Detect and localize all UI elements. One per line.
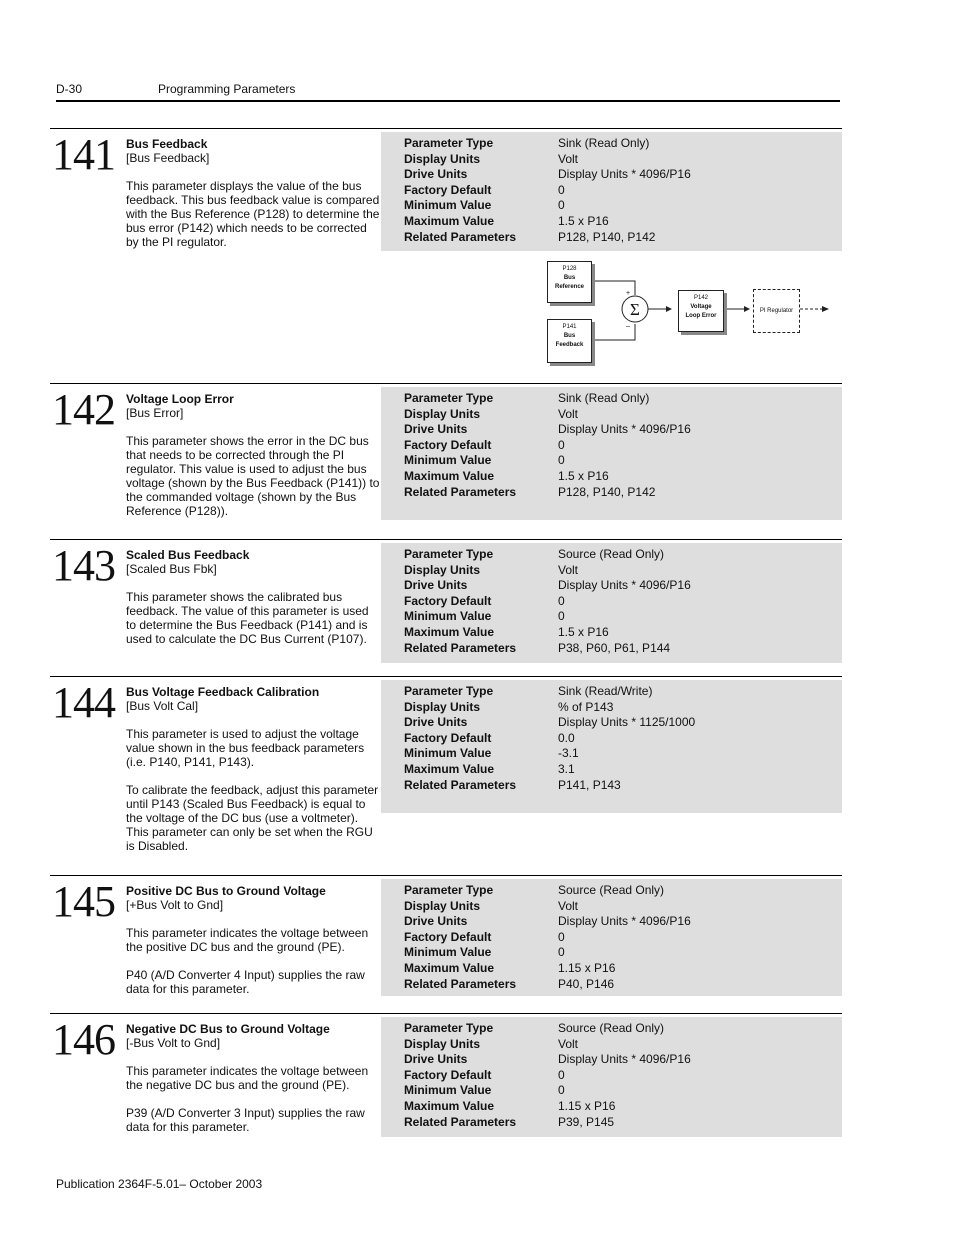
attribute-row — [381, 183, 842, 199]
parameter-name: Positive DC Bus to Ground Voltage — [126, 884, 326, 898]
attribute-label: Maximum Value — [404, 624, 495, 639]
parameter-description — [126, 137, 380, 249]
footer-publication: Publication 2364F-5.01– October 2003 — [56, 1177, 263, 1191]
attribute-value: 1.5 x P16 — [558, 624, 609, 639]
attribute-value: P38, P60, P61, P144 — [558, 640, 671, 655]
attribute-value: 0 — [558, 1083, 565, 1098]
attribute-row — [381, 1083, 842, 1099]
attribute-label: Related Parameters — [404, 484, 517, 499]
attribute-value: % of P143 — [558, 699, 614, 714]
attribute-row — [381, 152, 842, 168]
attribute-value: 1.15 x P16 — [558, 1098, 616, 1113]
attribute-row — [381, 914, 842, 930]
attribute-label: Maximum Value — [404, 761, 495, 776]
attribute-label: Display Units — [404, 898, 481, 913]
attribute-value: 1.5 x P16 — [558, 213, 609, 228]
parameter-number: 144 — [52, 678, 115, 727]
attribute-row — [381, 453, 842, 469]
attribute-row — [381, 198, 842, 214]
attribute-value: Display Units * 4096/P16 — [558, 578, 691, 593]
attribute-value: 0 — [558, 945, 565, 960]
parameter-name: Voltage Loop Error — [126, 392, 234, 406]
parameter-short-name: [+Bus Volt to Gnd] — [126, 898, 224, 912]
attribute-row — [381, 899, 842, 915]
attribute-label: Related Parameters — [404, 777, 517, 792]
attribute-row — [381, 977, 842, 993]
parameter-attributes-box — [381, 132, 842, 251]
attribute-row — [381, 469, 842, 485]
attribute-label: Display Units — [404, 699, 481, 714]
attribute-value: 0 — [558, 182, 565, 197]
attribute-label: Factory Default — [404, 730, 492, 745]
attribute-value: 1.5 x P16 — [558, 468, 609, 483]
attribute-row — [381, 1021, 842, 1037]
attribute-label: Parameter Type — [404, 136, 494, 150]
attribute-row — [381, 594, 842, 610]
attribute-label: Parameter Type — [404, 391, 494, 405]
attribute-row — [381, 230, 842, 246]
attribute-row — [381, 746, 842, 762]
pi-regulator-block — [753, 289, 800, 333]
attribute-label: Display Units — [404, 151, 481, 166]
description-paragraph: To calibrate the feedback, adjust this parameter until P143 (Scaled Bus Feedback) is equal to the voltage of the DC bus (use a voltmeter). This parameter can only be set when the RGU is Disabled. — [126, 783, 379, 853]
attribute-label: Drive Units — [404, 422, 468, 437]
attribute-label: Related Parameters — [404, 976, 517, 991]
parameter-description — [126, 685, 380, 853]
block-line2: Feedback — [555, 342, 584, 348]
attribute-row — [381, 167, 842, 183]
attribute-value: 0 — [558, 929, 565, 944]
attribute-row — [381, 407, 842, 423]
attribute-label: Parameter Type — [404, 883, 494, 897]
plus-sign: + — [626, 290, 631, 297]
attribute-label: Drive Units — [404, 1052, 468, 1067]
parameter-section — [50, 539, 842, 675]
section-title: Programming Parameters — [158, 82, 296, 96]
attribute-row — [381, 547, 842, 563]
attribute-label: Maximum Value — [404, 213, 495, 228]
arrow-head-icon — [822, 306, 829, 312]
attribute-value: -3.1 — [558, 746, 579, 761]
attribute-row — [381, 762, 842, 778]
description-paragraph: P40 (A/D Converter 4 Input) supplies the raw data for this parameter. — [126, 968, 365, 996]
parameter-section — [50, 1013, 842, 1178]
attribute-value: Volt — [558, 406, 579, 421]
description-paragraph: P39 (A/D Converter 3 Input) supplies the raw data for this parameter. — [126, 1106, 365, 1134]
attribute-value: Display Units * 4096/P16 — [558, 1052, 691, 1067]
attribute-value: Display Units * 1125/1000 — [558, 715, 696, 730]
attribute-row — [381, 214, 842, 230]
block-line1: Voltage — [690, 304, 712, 310]
attribute-label: Maximum Value — [404, 960, 495, 975]
page-header — [56, 80, 840, 102]
attribute-row — [381, 945, 842, 961]
attribute-value: 1.15 x P16 — [558, 960, 616, 975]
attribute-label: Minimum Value — [404, 453, 492, 468]
attribute-row — [381, 700, 842, 716]
parameter-number: 141 — [52, 130, 115, 179]
attribute-label: Drive Units — [404, 167, 468, 182]
parameter-attributes-box — [381, 543, 842, 663]
minus-sign: – — [626, 323, 630, 330]
attribute-label: Minimum Value — [404, 746, 492, 761]
attribute-value: Display Units * 4096/P16 — [558, 914, 691, 929]
parameter-name: Bus Voltage Feedback Calibration — [126, 685, 320, 699]
attribute-value: 0 — [558, 1067, 565, 1082]
parameter-description — [126, 884, 380, 996]
attribute-label: Minimum Value — [404, 198, 492, 213]
attribute-row — [381, 641, 842, 657]
attribute-row — [381, 1052, 842, 1068]
attribute-label: Factory Default — [404, 437, 492, 452]
attribute-value: Volt — [558, 562, 579, 577]
parameter-description — [126, 1022, 380, 1134]
attribute-row — [381, 715, 842, 731]
parameter-number: 143 — [52, 541, 115, 590]
block-id: P142 — [693, 295, 708, 301]
attribute-row — [381, 1115, 842, 1131]
description-paragraph: This parameter indicates the voltage between the positive DC bus and the ground (PE). — [126, 926, 369, 954]
attribute-row — [381, 731, 842, 747]
attribute-value: 0.0 — [558, 730, 575, 745]
block-id: P128 — [562, 266, 577, 272]
attribute-value: Volt — [558, 151, 579, 166]
description-paragraph: This parameter indicates the voltage between the negative DC bus and the ground (PE). — [126, 1064, 369, 1092]
attribute-value: P128, P140, P142 — [558, 484, 656, 499]
attribute-value: P40, P146 — [558, 976, 615, 991]
attribute-label: Parameter Type — [404, 1021, 494, 1035]
bus-feedback-block — [547, 319, 592, 363]
attribute-row — [381, 883, 842, 899]
attribute-label: Related Parameters — [404, 640, 517, 655]
block-line1: Bus — [563, 333, 576, 339]
pi-regulator-label: PI Regulator — [759, 308, 794, 314]
block-line1: Bus — [563, 275, 576, 281]
parameter-short-name: [-Bus Volt to Gnd] — [126, 1036, 221, 1050]
parameter-name: Bus Feedback — [126, 137, 208, 151]
description-paragraph: This parameter displays the value of the bus feedback. This bus feedback value is compared with the Bus Reference (P128) to determine the bus error (P142) which needs to be corrected by the PI regulator. — [126, 179, 380, 249]
block-line2: Reference — [554, 284, 584, 290]
attribute-value: 0 — [558, 609, 565, 624]
attribute-row — [381, 136, 842, 152]
attribute-label: Factory Default — [404, 1067, 492, 1082]
attribute-row — [381, 422, 842, 438]
attribute-label: Drive Units — [404, 715, 468, 730]
attribute-row — [381, 778, 842, 794]
parameter-attributes-box — [381, 680, 842, 813]
voltage-loop-error-block — [678, 290, 724, 332]
parameter-short-name: [Bus Volt Cal] — [126, 699, 199, 713]
attribute-row — [381, 563, 842, 579]
attribute-label: Related Parameters — [404, 229, 517, 244]
attribute-value: Display Units * 4096/P16 — [558, 167, 691, 182]
attribute-label: Parameter Type — [404, 547, 494, 561]
attribute-value: 3.1 — [558, 761, 575, 776]
parameter-number: 145 — [52, 877, 115, 926]
parameter-name: Scaled Bus Feedback — [126, 548, 250, 562]
attribute-label: Factory Default — [404, 929, 492, 944]
attribute-value: P141, P143 — [558, 777, 621, 792]
parameter-description — [126, 392, 380, 518]
parameter-section — [50, 383, 842, 538]
attribute-label: Minimum Value — [404, 945, 492, 960]
attribute-row — [381, 961, 842, 977]
attribute-row — [381, 684, 842, 700]
attribute-label: Drive Units — [404, 914, 468, 929]
attribute-label: Factory Default — [404, 182, 492, 197]
block-line2: Loop Error — [685, 313, 717, 319]
description-paragraph: This parameter is used to adjust the voltage value shown in the bus feedback parameters (i.e. P140, P141, P143). — [126, 727, 365, 769]
attribute-label: Related Parameters — [404, 1114, 517, 1129]
attribute-value: Sink (Read/Write) — [558, 684, 653, 698]
attribute-value: Source (Read Only) — [558, 1021, 665, 1035]
attribute-row — [381, 485, 842, 501]
attribute-row — [381, 438, 842, 454]
attribute-label: Maximum Value — [404, 1098, 495, 1113]
attribute-value: P128, P140, P142 — [558, 229, 656, 244]
attribute-value: Sink (Read Only) — [558, 136, 650, 150]
arrow-head-icon — [744, 306, 750, 312]
attribute-label: Display Units — [404, 562, 481, 577]
attribute-row — [381, 609, 842, 625]
attribute-row — [381, 1037, 842, 1053]
attribute-value: Source (Read Only) — [558, 547, 665, 561]
arrow-head-icon — [666, 306, 672, 312]
attribute-row — [381, 578, 842, 594]
attribute-value: 0 — [558, 453, 565, 468]
page-number: D-30 — [56, 82, 83, 96]
attribute-label: Drive Units — [404, 578, 468, 593]
attribute-value: Display Units * 4096/P16 — [558, 422, 691, 437]
attribute-value: P39, P145 — [558, 1114, 615, 1129]
sigma-symbol: Σ — [630, 300, 640, 319]
attribute-value: 0 — [558, 437, 565, 452]
attribute-row — [381, 625, 842, 641]
parameter-name: Negative DC Bus to Ground Voltage — [126, 1022, 330, 1036]
description-paragraph: This parameter shows the error in the DC bus that needs to be corrected through the PI regulator. This value is used to adjust the bus voltage (shown by the Bus Feedback (P141)) to the commanded voltage (shown by the Bus Reference (P128)). — [126, 434, 380, 518]
attribute-label: Minimum Value — [404, 609, 492, 624]
attribute-value: Volt — [558, 1036, 579, 1051]
attribute-row — [381, 391, 842, 407]
attribute-value: Sink (Read Only) — [558, 391, 650, 405]
parameter-short-name: [Bus Feedback] — [126, 151, 210, 165]
parameter-attributes-box — [381, 879, 842, 996]
parameter-number: 146 — [52, 1015, 115, 1064]
attribute-value: 0 — [558, 198, 565, 213]
attribute-value: Volt — [558, 898, 579, 913]
attribute-label: Minimum Value — [404, 1083, 492, 1098]
parameter-section — [50, 676, 842, 874]
parameter-short-name: [Scaled Bus Fbk] — [126, 562, 217, 576]
attribute-row — [381, 1099, 842, 1115]
parameter-short-name: [Bus Error] — [126, 406, 184, 420]
parameter-number: 142 — [52, 385, 115, 434]
parameter-section — [50, 875, 842, 1012]
attribute-label: Maximum Value — [404, 468, 495, 483]
attribute-row — [381, 930, 842, 946]
attribute-label: Factory Default — [404, 593, 492, 608]
attribute-row — [381, 1068, 842, 1084]
parameter-attributes-box — [381, 387, 842, 520]
block-id: P141 — [562, 324, 577, 330]
attribute-label: Display Units — [404, 406, 481, 421]
parameter-description — [126, 548, 380, 646]
attribute-value: Source (Read Only) — [558, 883, 665, 897]
parameter-attributes-box — [381, 1017, 842, 1137]
bus-reference-block — [547, 261, 592, 303]
attribute-label: Parameter Type — [404, 684, 494, 698]
description-paragraph: This parameter shows the calibrated bus feedback. The value of this parameter is used to determine the Bus Feedback (P141) and is used to calculate the DC Bus Current (P107). — [126, 590, 369, 646]
bus-feedback-diagram — [540, 258, 840, 366]
attribute-label: Display Units — [404, 1036, 481, 1051]
attribute-value: 0 — [558, 593, 565, 608]
